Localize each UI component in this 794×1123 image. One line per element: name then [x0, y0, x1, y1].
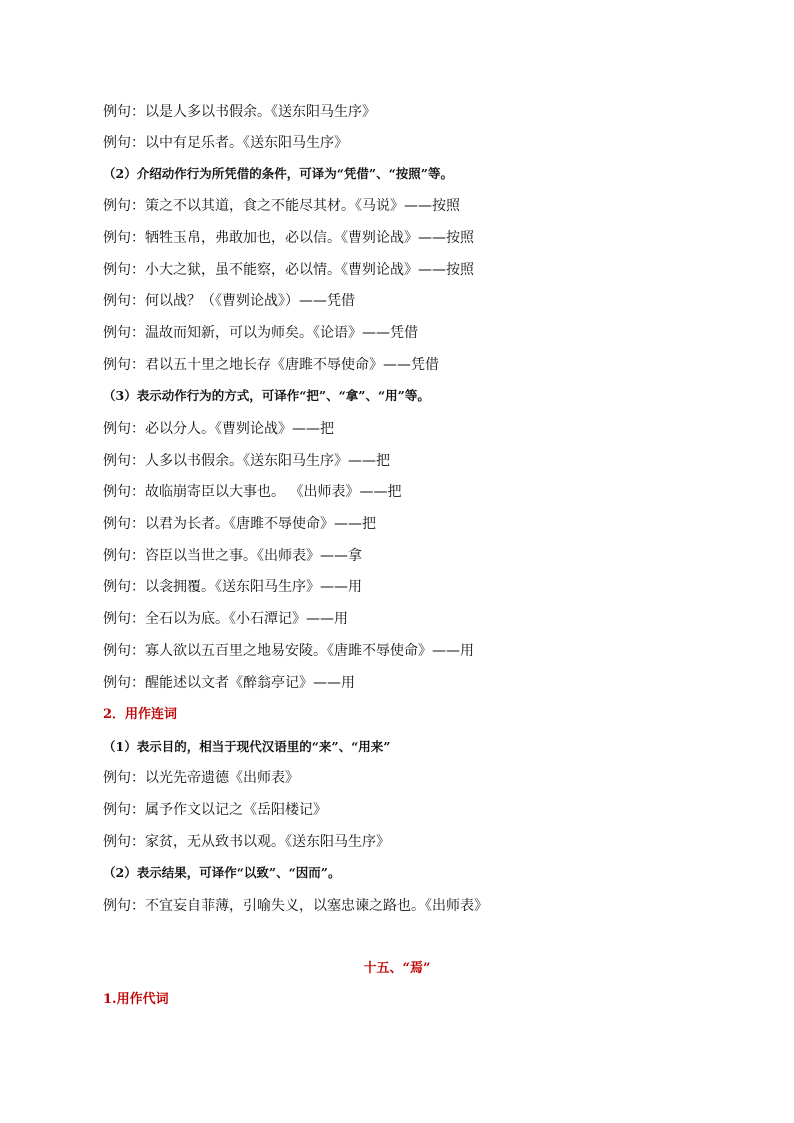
example-line: 例句：家贫，无从致书以观。《送东阳马生序》	[103, 834, 390, 850]
example-line: 例句：咨臣以当世之事。《出师表》——拿	[103, 548, 362, 564]
subheading-line: （3）表示动作行为的方式，可译作“把”、“拿”、“用”等。	[103, 388, 430, 403]
example-line: 例句：以是人多以书假余。《送东阳马生序》	[103, 104, 376, 120]
example-line: 例句：不宜妄自菲薄，引喻失义，以塞忠谏之路也。《出师表》	[103, 898, 488, 914]
subheading-line: （2）表示结果，可译作“以致”、“因而”。	[103, 865, 341, 880]
subheading-line: （1）表示目的，相当于现代汉语里的“来”、“用来”	[103, 739, 391, 754]
example-line: 例句：以中有足乐者。《送东阳马生序》	[103, 135, 348, 151]
example-line: 例句：寡人欲以五百里之地易安陵。《唐雎不辱使命》——用	[103, 643, 474, 659]
example-line: 例句：以光先帝遗德《出师表》	[103, 770, 299, 786]
example-line: 例句：君以五十里之地长存《唐雎不辱使命》——凭借	[103, 357, 439, 373]
example-line: 例句：人多以书假余。《送东阳马生序》——把	[103, 453, 390, 469]
example-line: 例句：全石以为底。《小石潭记》——用	[103, 611, 348, 627]
section-heading: 1.用作代词	[103, 992, 169, 1007]
example-line: 例句：以君为长者。《唐雎不辱使命》——把	[103, 516, 376, 532]
example-line: 例句：策之不以其道，食之不能尽其材。《马说》——按照	[103, 198, 460, 214]
subheading-line: （2）介绍动作行为所凭借的条件，可译为“凭借”、“按照”等。	[103, 166, 453, 181]
example-line: 例句：小大之狱，虽不能察，必以情。《曹刿论战》——按照	[103, 262, 474, 278]
example-line: 例句：必以分人。《曹刿论战》——把	[103, 421, 334, 437]
example-line: 例句：故临崩寄臣以大事也。 《出师表》——把	[103, 484, 402, 500]
example-line: 例句：以衾拥覆。《送东阳马生序》——用	[103, 579, 362, 595]
example-line: 例句：牺牲玉帛，弗敢加也，必以信。《曹刿论战》——按照	[103, 230, 474, 246]
example-line: 例句：属予作文以记之《岳阳楼记》	[103, 802, 327, 818]
example-line: 例句：温故而知新，可以为师矣。《论语》——凭借	[103, 325, 418, 341]
example-line: 例句：何以战？（《曹刿论战》）——凭借	[103, 293, 355, 309]
example-line: 例句：醒能述以文者《醉翁亭记》——用	[103, 675, 355, 691]
section-title: 十五、“焉”	[363, 961, 431, 976]
section-heading: 2．用作连词	[103, 707, 178, 722]
